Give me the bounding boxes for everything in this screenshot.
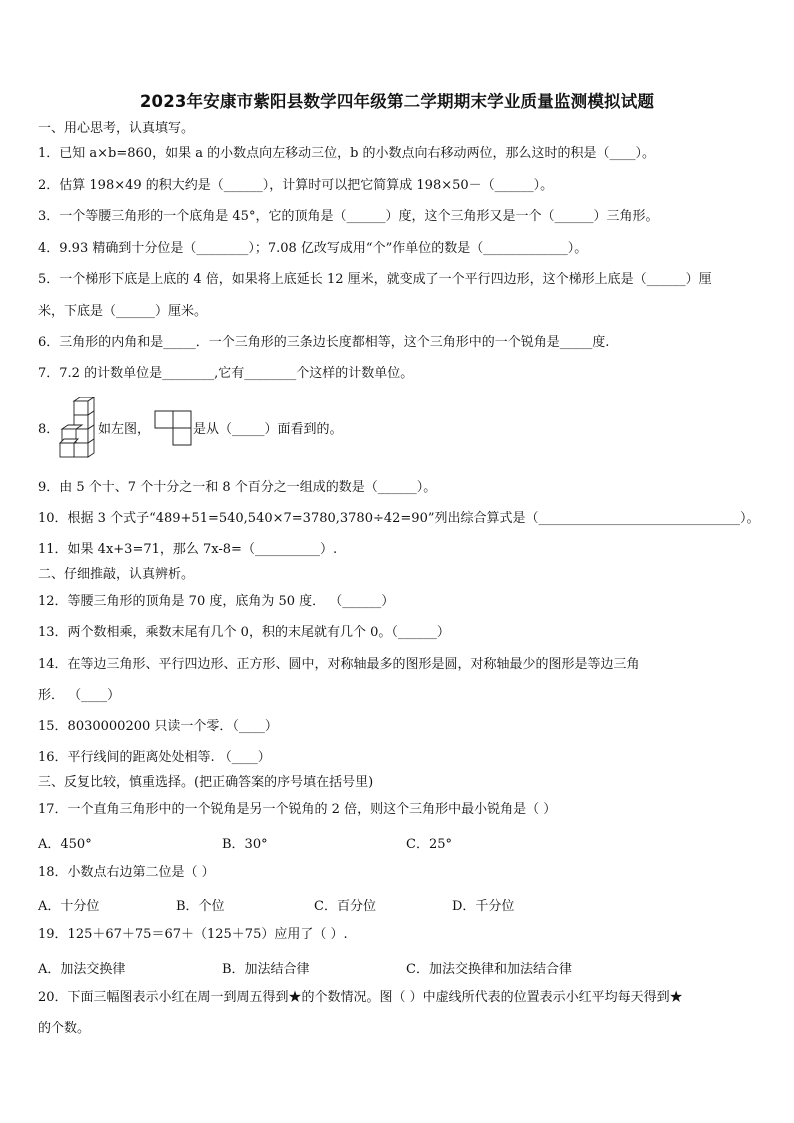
question-17-option-b: B．30° bbox=[222, 837, 268, 852]
question-15: 15．8030000200 只读一个零．（____） bbox=[38, 719, 278, 734]
question-12: 12．等腰三角形的顶角是 70 度，底角为 50 度． （______） bbox=[38, 594, 395, 609]
question-17: 17．一个直角三角形中的一个锐角是另一个锐角的 2 倍，则这个三角形中最小锐角是（ ） bbox=[38, 802, 557, 817]
section-2-heading: 二、仔细推敲，认真辨析。 bbox=[38, 567, 195, 582]
question-8-text-b: 是从（_____）面看到的。 bbox=[193, 422, 343, 437]
question-13: 13．两个数相乘，乘数末尾有几个 0，积的末尾就有几个 0。（______） bbox=[38, 625, 450, 640]
question-19-option-a: A．加法交换律 bbox=[38, 962, 126, 977]
question-18-option-a: A．十分位 bbox=[38, 899, 100, 914]
question-8-text-a: 如左图， bbox=[98, 422, 151, 437]
question-8-number: 8． bbox=[38, 422, 60, 437]
question-18: 18．小数点右边第二位是（ ） bbox=[38, 865, 215, 880]
section-1-heading: 一、用心思考，认真填写。 bbox=[38, 121, 195, 136]
question-17-option-a: A．450° bbox=[38, 837, 92, 852]
question-18-option-c: C．百分位 bbox=[314, 899, 376, 914]
question-5-line-1: 5．一个梯形下底是上底的 4 倍，如果将上底延长 12 厘米，就变成了一个平行四边形，这个梯形上底是（______）厘 bbox=[38, 272, 712, 287]
question-14-line-1: 14．在等边三角形、平行四边形、正方形、圆中，对称轴最多的图形是圆，对称轴最少的图形是等边三角 bbox=[38, 657, 640, 672]
question-14-line-2: 形． （____） bbox=[38, 688, 121, 703]
question-18-option-b: B．个位 bbox=[176, 899, 225, 914]
question-2: 2．估算 198×49 的积大约是（______），计算时可以把它简算成 198×50－（______）。 bbox=[38, 178, 554, 193]
question-20-line-2: 的个数。 bbox=[38, 1021, 91, 1036]
question-7: 7．7.2 的计数单位是________,它有________个这样的计数单位。 bbox=[38, 366, 414, 381]
question-3: 3．一个等腰三角形的一个底角是 45°，它的顶角是（______）度，这个三角形又是一个（______）三角形。 bbox=[38, 209, 659, 224]
question-8 bbox=[38, 397, 764, 461]
question-19-option-c: C．加法交换律和加法结合律 bbox=[406, 962, 572, 977]
question-19: 19．125＋67＋75＝67＋（125＋75）应用了（ ）. bbox=[38, 927, 348, 942]
question-10: 10．根据 3 个式子“489+51=540,540×7=3780,3780÷42=90”列出综合算式是（_______________________________）。 bbox=[38, 511, 760, 526]
question-6: 6．三角形的内角和是_____．一个三角形的三条边长度都相等，这个三角形中的一个锐角是_____度. bbox=[38, 335, 610, 350]
question-1: 1．已知 a×b=860，如果 a 的小数点向左移动三位，b 的小数点向右移动两位，那么这时的积是（____）。 bbox=[38, 146, 656, 161]
section-3-heading: 三、反复比较，慎重选择。(把正确答案的序号填在括号里) bbox=[38, 775, 374, 790]
question-17-option-c: C．25° bbox=[406, 837, 452, 852]
page-title: 2023年安康市紫阳县数学四年级第二学期期末学业质量监测模拟试题 bbox=[139, 92, 655, 111]
question-5-line-2: 米，下底是（______）厘米。 bbox=[38, 304, 208, 319]
question-18-option-d: D．千分位 bbox=[452, 899, 515, 914]
question-20-line-1: 20．下面三幅图表示小红在周一到周五得到★的个数情况。图（ ）中虚线所代表的位置表示小红平均每天得到★ bbox=[38, 990, 683, 1005]
question-19-option-b: B．加法结合律 bbox=[222, 962, 310, 977]
question-4: 4．9.93 精确到十分位是（________）；7.08 亿改写成用“个”作单位的数是（_____________）。 bbox=[38, 241, 588, 256]
cube-stack-figure bbox=[58, 397, 98, 461]
front-view-grid-figure bbox=[153, 409, 193, 447]
question-16: 16．平行线间的距离处处相等. （____） bbox=[38, 750, 271, 765]
question-9: 9．由 5 个十、7 个十分之一和 8 个百分之一组成的数是（______）。 bbox=[38, 480, 437, 495]
question-11: 11．如果 4x+3=71，那么 7x-8=（__________）. bbox=[38, 542, 338, 557]
